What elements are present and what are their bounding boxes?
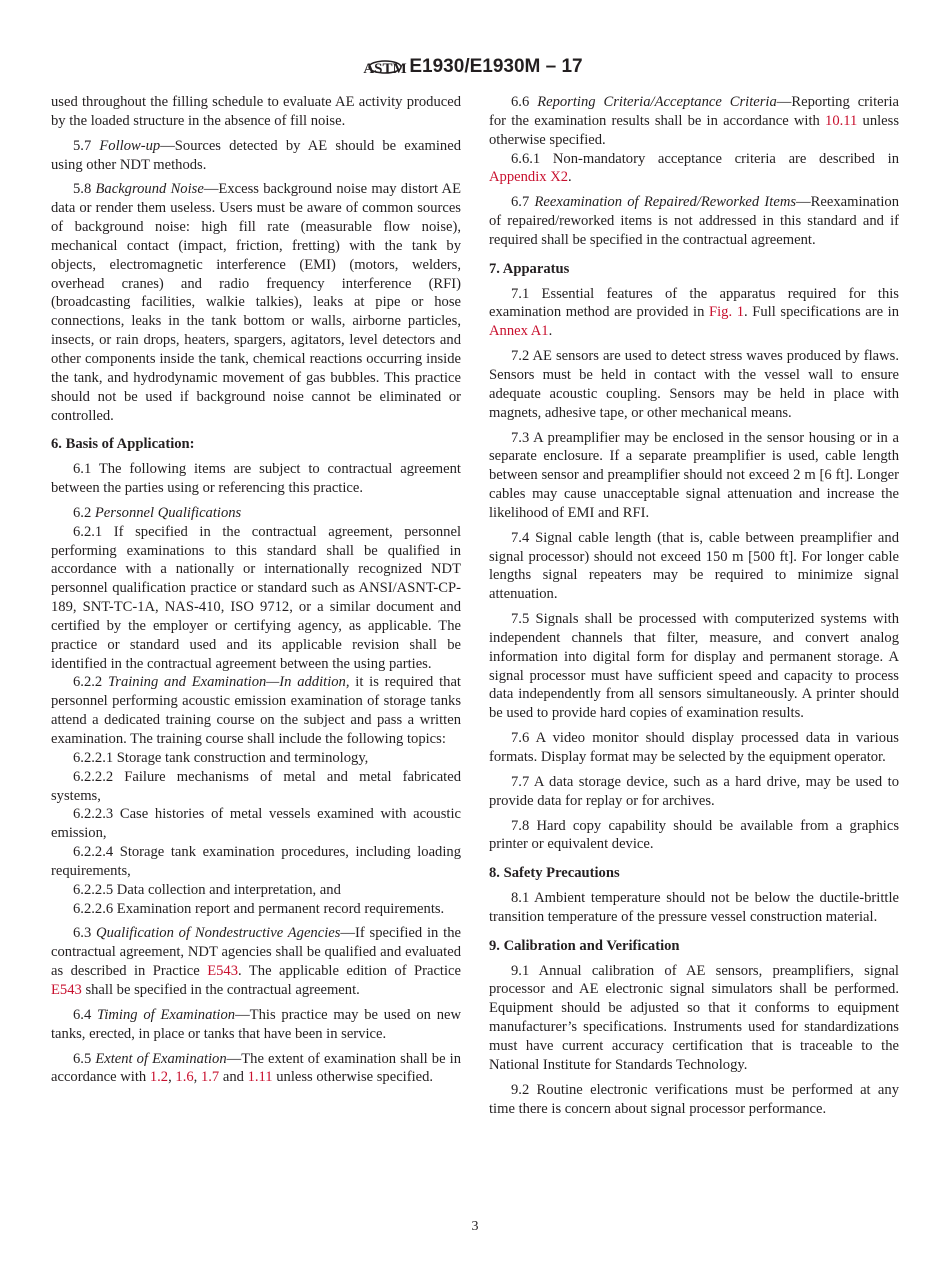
paragraph [51, 93, 461, 131]
paragraph [51, 900, 461, 919]
text-run: 9.2 Routine electronic verifications must be performed at any time there is concern about signal processor performance. [489, 1081, 899, 1117]
text-run: unless otherwise specified. [272, 1069, 434, 1086]
svg-text:ASTM: ASTM [363, 61, 408, 77]
text-run: 6.2.1 If specified in the contractual agreement, personnel performing examinations to this standard shall be qualified in accordance with a nationally or internationally recognized NDT personnel qualification practice or standard such as ANSI/ASNT-CP-189, SNT-TC-1A, NAS-410, ISO 9712, or a similar document and certified by the employer or certifying agency, as applicable. The practice or standard used and its applicable revision shall be identified in the contractual agreement between the using parties. [51, 523, 461, 672]
text-run: unless otherwise specified. [489, 112, 899, 148]
paragraph [51, 673, 461, 748]
paragraph [489, 529, 899, 604]
text-run: —The extent of examination shall be in accordance with [51, 1050, 461, 1086]
text-run: 6. Basis of Application: [51, 436, 195, 453]
text-run: 6.2.2.2 Failure mechanisms of metal and metal fabricated systems, [51, 768, 461, 804]
section-heading [489, 864, 899, 883]
paragraph [51, 843, 461, 881]
text-run: 7. Apparatus [489, 260, 570, 277]
paragraph [51, 504, 461, 523]
cross-reference-link[interactable]: 1.11 [247, 1069, 273, 1086]
paragraph [489, 429, 899, 523]
paragraph [51, 881, 461, 900]
paragraph [51, 137, 461, 175]
cross-reference-link[interactable]: 1.2 [149, 1069, 169, 1086]
italic-run-in-title: Training and Examination—In addition, [107, 674, 350, 691]
italic-run-in-title: Extent of Examination [95, 1050, 227, 1067]
paragraph [489, 729, 899, 767]
text-run: 7.2 AE sensors are used to detect stress waves produced by flaws. Sensors must be held in contact with the vessel wall to ensure adequate acoustic coupling. Sensors may be held in place with magnets, adhesive tape, or other mechanical means. [489, 348, 899, 421]
paragraph [51, 749, 461, 768]
text-run: —Sources detected by AE should be examined using other NDT methods. [51, 137, 462, 173]
text-run: 6.2.2 [73, 674, 108, 691]
paragraph [51, 1050, 461, 1088]
text-run: —If specified in the contractual agreement, NDT agencies shall be qualified and evaluated as described in Practice [51, 925, 461, 980]
text-run: 9.1 Annual calibration of AE sensors, preamplifiers, signal processor and AE electronic signal simulators shall be performed. Equipment should be adjusted so that it conforms to equipment manufacturer’s specifications. Instruments used for standardizations must have current accuracy certification that is traceable to the National Institute for Standards Technology. [489, 962, 899, 1073]
text-run: 6.1 The following items are subject to contractual agreement between the parties using or referencing this practice. [51, 461, 461, 497]
paragraph [489, 889, 899, 927]
cross-reference-link[interactable]: E543 [207, 963, 239, 980]
section-heading [489, 260, 899, 279]
paragraph [489, 93, 899, 150]
text-run: 6.2.2.3 Case histories of metal vessels examined with acoustic emission, [51, 806, 461, 842]
italic-run-in-title: Reexamination of Repaired/Reworked Items [534, 194, 797, 211]
text-run: 6.7 [511, 194, 535, 211]
text-run: 6.3 [73, 925, 97, 942]
document-designation: E1930/E1930M – 17 [409, 56, 583, 77]
cross-reference-link[interactable]: Appendix X2 [489, 169, 569, 186]
page-header [0, 52, 950, 82]
paragraph [489, 150, 899, 188]
text-run: 6.2.2.6 Examination report and permanent record requirements. [73, 900, 445, 917]
text-run: 8.1 Ambient temperature should not be below the ductile-brittle transition temperature of the pressure vessel construction material. [489, 890, 899, 925]
text-run: 6.2.2.4 Storage tank examination procedures, including loading requirements, [51, 844, 461, 879]
text-run: shall be specified in the contractual agreement. [81, 981, 360, 998]
text-run: 6.2 [73, 504, 95, 521]
italic-run-in-title: Qualification of Nondestructive Agencies [96, 925, 341, 942]
text-run: 7.5 Signals shall be processed with computerized systems with independent channels that filter, measure, and convert analog information into digital form for display and permanent storage. A signal processor must have sufficient speed and capacity to process data independently from all sensors simultaneously. A printer should be used to provide hard copies of examination results. [489, 611, 899, 722]
cross-reference-link[interactable]: E543 [51, 981, 82, 998]
italic-run-in-title: Timing of Examination [97, 1006, 236, 1023]
text-run: 6.6.1 Non-mandatory acceptance criteria are described in [511, 150, 899, 167]
text-run: . Full specifications are in [744, 304, 900, 321]
text-run: , [168, 1069, 176, 1086]
cross-reference-link[interactable]: 1.6 [175, 1069, 194, 1086]
text-run: —Reporting criteria for the examination results shall be in accordance with [489, 94, 900, 129]
paragraph [489, 773, 899, 811]
text-run: 5.8 [73, 181, 96, 198]
paragraph [51, 180, 461, 425]
paragraph [51, 805, 461, 843]
text-run: and [219, 1069, 248, 1086]
italic-run-in-title: Reporting Criteria/Acceptance Criteria [537, 94, 777, 110]
text-run: 7.8 Hard copy capability should be available from a graphics printer or equivalent device. [489, 817, 899, 853]
text-run: . The applicable edition of Practice [238, 963, 461, 980]
cross-reference-link[interactable]: Fig. 1 [708, 304, 745, 321]
paragraph [489, 193, 899, 250]
text-run: 8. Safety Precautions [489, 865, 620, 882]
text-run: , [193, 1069, 201, 1086]
paragraph [51, 460, 461, 498]
text-run: —Excess background noise may distort AE data or render them useless. Users must be aware of common sources of background noise: high fill rate (measurable flow noise), mechanical contact (impact, friction, fretting) with the tank by objects, electromagnetic interference (EMI) (motors, welders, overhead cranes) and radio frequency interference (RFI) (broadcasting facilities, walkie talkies), leaks at pipe or hose connections, leaks in the tank bottom or walls, airborne particles, insects, or rain drops, heaters, spargers, agitators, level detectors and other components inside the tank, chemical reactions occurring inside the tank, and hydrodynamic movement of gas bubbles. This practice should not be used if background noise cannot be eliminated or controlled. [51, 181, 461, 424]
text-run: —This practice may be used on new tanks, erected, in place or tanks that have been in service. [51, 1006, 462, 1042]
paragraph [489, 610, 899, 723]
text-run: 6.4 [73, 1006, 98, 1023]
section-heading [51, 435, 461, 454]
astm-logo-icon [363, 52, 408, 82]
cross-reference-link[interactable]: 1.7 [200, 1069, 220, 1086]
text-run: 7.7 A data storage device, such as a hard drive, may be used to provide data for replay or for archives. [489, 773, 899, 809]
text-run: 6.2.2.5 Data collection and interpretation, and [73, 881, 341, 898]
paragraph [51, 768, 461, 806]
page-number: 3 [471, 1219, 479, 1234]
italic-run-in-title: Personnel Qualifications [94, 504, 242, 521]
text-run: 6.6 [511, 94, 538, 110]
paragraph [489, 817, 899, 855]
right-column [489, 93, 899, 1124]
text-run: 7.3 A preamplifier may be enclosed in the sensor housing or in a separate enclosure. If a separate preamplifier is used, cable length between sensor and preamplifier should not exceed 2 m [6 ft]. Longer cables may cause unacceptable signal attenuation and increase the likelihood of EMI and RFI. [489, 429, 899, 521]
paragraph [489, 1081, 899, 1119]
text-run: . [548, 323, 553, 340]
cross-reference-link[interactable]: 10.11 [825, 112, 858, 129]
text-run: it is required that personnel performing acoustic emission examination of storage tanks attend a dedicated training course on the subject and pass a written examination. The training course shall include the following topics: [51, 674, 461, 747]
paragraph [51, 523, 461, 674]
text-run: 5.7 [73, 137, 100, 154]
paragraph [489, 347, 899, 422]
paragraph [51, 1006, 461, 1044]
text-run: 6.5 [73, 1050, 96, 1067]
text-run: used throughout the filling schedule to evaluate AE activity produced by the loaded structure in the absence of fill noise. [51, 94, 461, 129]
text-run: . [568, 169, 572, 186]
cross-reference-link[interactable]: Annex A1 [489, 323, 549, 340]
section-heading [489, 937, 899, 956]
text-run: 7.1 Essential features of the apparatus required for this examination method are provided in [489, 285, 899, 321]
text-run: 9. Calibration and Verification [489, 937, 680, 954]
italic-run-in-title: Background Noise [95, 181, 204, 198]
text-run: —Reexamination of repaired/reworked items is not addressed in this standard and if required shall be specified in the contractual agreement. [489, 194, 899, 248]
left-column [51, 93, 461, 1093]
text-run: 7.6 A video monitor should display processed data in various formats. Display format may be selected by the equipment operator. [489, 730, 899, 765]
italic-run-in-title: Follow-up [99, 137, 161, 154]
paragraph [51, 924, 461, 999]
paragraph [489, 962, 899, 1075]
paragraph [489, 285, 899, 342]
text-run: 7.4 Signal cable length (that is, cable between preamplifier and signal processor) should not exceed 150 m [500 ft]. For longer cable lengths signal repeaters may be required to minimize signal attenuation. [489, 529, 899, 603]
text-run: 6.2.2.1 Storage tank construction and terminology, [73, 749, 369, 766]
